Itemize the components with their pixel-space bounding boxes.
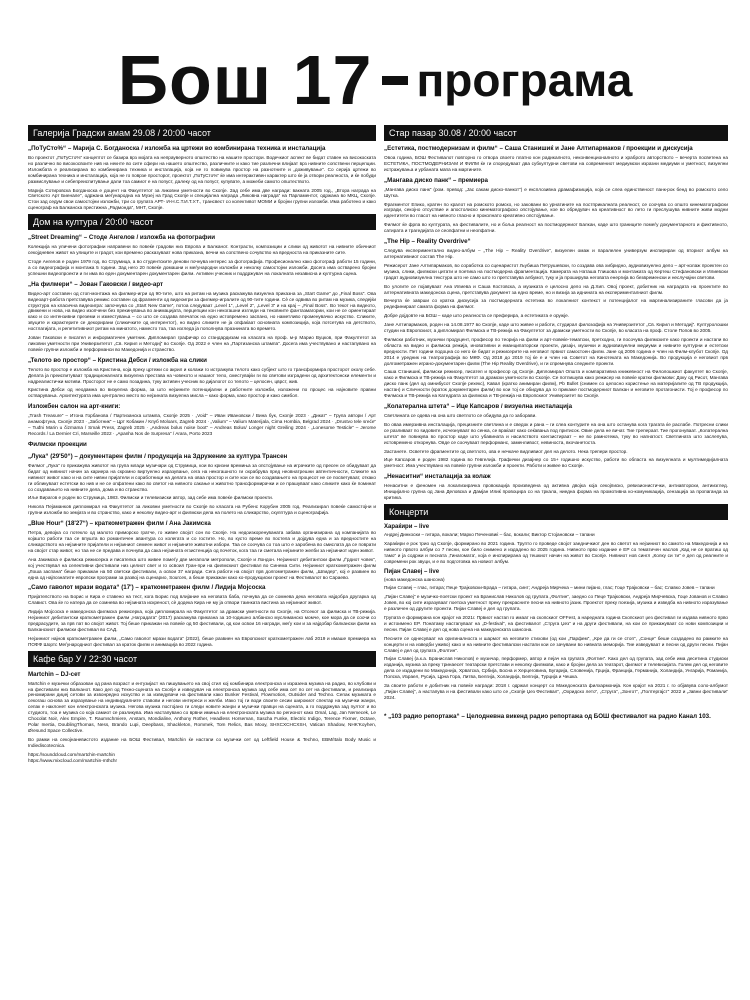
left-column xyxy=(28,122,376,984)
venue-header-old-bazaar: Стар пазар 30.08 / 20:00 часот xyxy=(384,125,728,141)
band-paragraph: Хараќири е рок трио од Скопје, формирано во 2021 година. Трупто го проведе својот заедничкиот ден во светот на нејзиниот во самото на Македонија и на нивното првото албум со 7 песни, кое било снимено и издадено во 2025 година. Нивното прво издание е EP со тематичен наслов „Кад не се вратиш од тамо“ и ја содржи и песната ‚Гинагомата‘, која е инспирирана од тешкиот начин на живот во Скопје. Нивниот нов сингл „Колку си ти“ е дел од реалните и современи рок звуци, и е во подготовка на новиот албум. xyxy=(384,540,728,564)
event-paragraph: Светлината се одева на она што светлото се обидува да го заборави. xyxy=(384,413,537,418)
event-title: „Blue Hour“ (18'27“) – краткометражен филм / Ана Јакимска xyxy=(28,520,211,528)
culture-house-events xyxy=(28,234,376,648)
event-paragraph: Јован Гаковски е писател и информатичен уметник. Дипломирал графичар со стандардизам на класата на проф. м-р Марио Вуцков, при Факултетот за ликовни уметности при Универзитетот „Св. Кирил и Методиј“ во Скопје. Од 2022 е член на „Партизанска штампа“. Досега има учествувано и настапувано на повеќе групни изложби и перформанси во Македонија и странство. xyxy=(28,335,376,352)
event-paragraph: Во улогите се појавуваат Ана Илиева и Саша Костовска, а музиката е целосно дело на Д.Хип. Овој проект, добитник на наградата на проектите во алтернативната македонска сцена, претставува документ за едно време, но и визија за иднината на експерименталниот филм. xyxy=(384,283,728,295)
link-mixcloud[interactable]: https://www.mixcloud.com/martchin-mthchr xyxy=(28,757,118,763)
event-paragraph: Фрагментот Епико, кратен по кралот на ромското ромско, но заковани во урнатините на постприкалната реалност, се соочува со општо кинематографски изгради, секојно отсуствие и апостолиско кинематографско опстојување, кое во обредувач на креативност во лето ги преслушува нивните живи модни идентитети во гласот на нивното гласно и проколнато креативно опстојување. xyxy=(384,201,728,219)
event-title: „Естетика, постмодернизам и филм“ – Саша Станишиќ и Јане Алтипармаков / проекции и дискусија xyxy=(384,145,693,152)
event-title: „Ненаситни“ инсталација за колаж xyxy=(384,473,491,481)
event-title: „Само гаволот мрази водата“ (17') – краткометражен филм / Лидија Мојсоска xyxy=(28,584,266,592)
event-paragraph: Кристина Дебси од неодамна во визуелна форма, за што нејзините потенцијални и работните изложби, изложени по процес на најновите правни остварувања. Архитектурата има централно место во нејзината визуелна мисла – како форма, како простор и како симбол. xyxy=(28,387,376,399)
event-title: Изложбен салон на арт-книги: xyxy=(28,403,121,411)
venue-header-gallery: Галерија Градски амам 29.08 / 20:00 часот xyxy=(28,125,376,141)
footnote: * „103 радио репортажа“ – Целодневна викенд радио репортажа од БОШ фестивалот на радио Канал 103. xyxy=(384,712,711,720)
title-dash xyxy=(382,76,408,85)
event-title: „Лука“ (29'50“) – документарен филм / продукција на Здружение за култура Трансен xyxy=(28,452,288,460)
event-paragraph: Овоа година, БОШ Фестивалот повторно го отвора своето платно кон радикалното, неконвенционалното и храброто авторството – вечерта посветена на ЕСТЕТИКА, ПОСТМОДЕРНИЗАМ И ФИЛМ ќе ги споредуваат два субкултурни светови на современиот медиумски изразни медиуми и уметност, визуелни истражувања и урбаната мапа на маргините. xyxy=(384,155,728,172)
band-paragraph: Пијан Славеј (а.к.а. Бранислав Николов) е музичар, перформер, автор и пејач на групата „Фолтин“. Како дел од групата, зад себе има десетина студиски изданија, музика за преку тринаесет театарски претстави и неколку филмови, како и бројни дела за театарот, филмот и телевизијата. Голем дел од неговите дела се издадени во Македонија, Хрватска, Србија, Босна и Херцеговина, Бугарија, Словенија, Грција, Франција, Германија, Холандија, Унгарија, Романија, Полска, Израел, Русија, Црна Гора, Литва, Белгија, Холандија, Белгија, Турција и Чешка. xyxy=(384,656,728,680)
event-note: Во рамки на секојнаневистото издание на БОШ Фестивал, Martchin ќе настапи со музички сет од Leftfield House & Techno, EBM/Italo Body Music и Indiedisсоtecnica. xyxy=(28,736,376,748)
event-title: Martchin – DJ-сет xyxy=(28,670,81,678)
event-paragraph: Петра, девојка со потекло од малото приморско гратче, го живее својот сон во Скопје. На недоизкоренуваната забава организирана од компанијата во којашто работи таа се впушта во романтичен авантура со колегата и со гостите. Но, во кусто време во постела и дојдува една и за вредностите на сликарството на нејзините пријатели и нејзиниот семеен живот и нејзините животни избори. Таа се соочува со тоа што е заробена во смислата да се поврати на својот стар живот, но таа не се предава и почнува да сака нејзината егзистенција од почеток, кога таа ги сметала нејзините желби за нејзиниот иден живот. xyxy=(28,530,376,553)
band-paragraph: Групата е формирана кон крајот на 2021г. Првиот настап го имаат на скопскиот OFFest, а наредната година Скопскиот џез фестивал ги издава нивното прво и истоимено EP. Понатаму настапуваат на „D-festival“, на фестивалот „Струга Џез“ и на други фестивали, на кои се прикажуваат со нови композиции и песни. Пијан Славеј е дел од нова сцена на македонската шансона. xyxy=(384,615,728,632)
event-description: Martchin е музички образован од рана возраст и ентузијаст на пишувањето на свој стил кој комбинира електронска и изразена музика на радио, во клубови и на фестивали низ Балканот. Како дел од Техно-сцената на Скопје и изведувач на електронска музика зад себе има сет по сет на фестивали, и реализира реномирани диџеј сетови за извонредно искуство и за изведувачи на фестивали како Bunker Festival, Flowmotion, Outsider and Techno. Сепак музиката е секогаш основа за изразување на индивидуалните ставови и негови интереси и желби. Иако тој ги води своите сесии широкиот спектар на музички жанри, сепак е наклонет кон електронската музика. Негова музика постојано ги следи новите жанри и музички правци на сцената, а го поддржува зад пултот и во студиото, тоа е музика со која самиот се разликува. Има настапувано со врвни имиња на електронската музика во регионот како Оmal, Lag, Jan Nemecek, Le Chocolat Noir, Alex Empire, T. Raumschmiere, Anstam, Mondialine, Anthony Rother, Headless Horseman, Sascha Funke, Electric Indigo, Terence Fixmer, Octave, Polar Inertia, DoublingThomas, Ness, Brando Lupi, Deepbass, Shackleton, Rommek, Tom Relics, Bas Mooy, SHXCXCHCXSH, Vatican Shadow, NHK'Koyhen, Øresund Space Collective. xyxy=(28,680,376,733)
event-paragraph: Иље Вирагов е роден во Струмица, 1983. Филмски и телевизиски автор, зад себе има повеќе филмски проекти. xyxy=(28,495,274,501)
old-bazaar-events xyxy=(384,145,728,501)
event-paragraph: Нејзиниот најнов краткометражен филм, „Само гаволот мрази водата“ (2022), беше развиен на Европскиот краткометражен лаб 2019 и имаше премиера на ПОФФ Шортс Меѓународниот фестивал за краток филм и анимација во 2022 година. xyxy=(28,635,376,647)
band-members: (нова македонска шансона) xyxy=(384,576,445,582)
event-title: „Street Dreaming“ – Стоде Ангелов / изложба на фотографии xyxy=(28,234,215,242)
event-title: „Колатерална штета“ – Ице Капсаров / визуелна инсталација xyxy=(384,403,573,410)
link-soundcloud[interactable]: https://soundcloud.com/martchin-martchin xyxy=(28,751,116,757)
event-bio: Марија Сотировска Богданоска е доцент на Факултетот за ликовни уметности во Скопје. Зад себе има две награди: вакната 2005 год., „Втора награда на Светското Арт Биенале“, одржана меѓународна на Музеј на Град Скопје и специјална награда „Ликовна награда“ на Парламентот, одржана во МКЦ, Скопје. Стои зад седум свои самостојни изложби, три со групата АРТ- И-Н.С.Т.И.Т.У.Т., трансвест со колективот МОМИ и бројни групни изложби. Има работено и како сценограф на Балканска престижна „Радмонда“, МНТ, Скопје. xyxy=(28,187,376,211)
venue-header-cafe: Кафе бар У / 22:30 часот xyxy=(28,651,376,667)
event-paragraph: Добре дојдовте на БОШ – каде што реалноста се преферира, а естетиката е оружје. xyxy=(384,313,569,319)
event-title: „На филмери“ – Јован Гаковски / видео-арт xyxy=(28,280,164,288)
band-name: Пијан Славеј – live xyxy=(384,568,440,575)
event-title: „Мангава диско панк“ – премиера xyxy=(384,176,488,184)
event-paragraph: Во оваа имерзивна инсталација, прецизните светлина и е сведок и рана – ги слеа контурите на она што останува кога трагата ќе раслабе. Потресни слики се разливаат по ѕидовите, исчезнуваат во сенка, се враќаат како сеќавања под притисок. Овие дела не вичат. Тие трепераат. Тие прогонуваат. „Колатерална штета“ ве повикува во простор каде што убавината и насилството коегзистираат – не во рамнотежа, туку во напнатост. Светлината што заслепува, истовремено откорнува. Овде се соочуваат перформанс, заменливост, невиноста, вкочанетоста. xyxy=(384,421,728,445)
event-paragraph: Видео-арт составен од стоп-монтажа на филмер-игри од 90-тите, што на ритам на музика раскажува визуелна приказна за „Start Game“ до „Final Boss“. Ова видеоарт-работа претставува ремикс составен од фрагменти од видеоигри за филмер-игралите од 90-тите години. Сè се одвива во ритам на музика, следејќи структура на класична видеоигра: започнува со „Start New Game“, потоа следуваат „Level 1“, „Level 2“, „Level 3“ и на крај – „Final Boss“. Во текот на видеото, движени и нова, на видео изопчени без прекинувања во анимацијата, перцепции кон некогашни изгледи на тековните фантазмагории, кои не се ориентираат како и со интензивни преземи и изместувања – со што се создава впечаток на едно истовремено заспано, но наметливо променувачко искуство. Сликите, звуците и карактерите се декорирани (сликичките од интерентот), но видео сликите не ја опфаќаат основната композиција, која потсетува на детството, ностлагијата, и репетитивниот ритам на минатото, наместо тоа, таа изгледа ја пополнува празнината во времето. xyxy=(28,290,376,332)
event-paragraph: Ице Капсаров е роден 1982 година во Гевгелија. Графички дизајнер со 15+ годишно искуство, работи во областа на визуелната и мултимедијалната уметност. Има учествувано на повеќе групни изложби и проекти. Работи и живее во Скопје. xyxy=(384,457,728,469)
event-paragraph: Пријателството на Борис и Кира е ставено на тест, кога Борис под влијание на неговата баба, почнува да се сомнева дека неговата најдобра другарка од Славист. Ова ќе го натера да се сомнева во нејзината искреност, сè додека Кира не му ја отвори таинката вистина за нејзиниот живот. xyxy=(28,594,376,606)
event-paragraph: Телото во простор е изложба на Кристина, која преку цртежи со акрил и колажи го истражува телото како субјект што го трансформира просторот околу себе. Делата ја преиспитуваат традиционалната визуелна престава на човекото и нашиот тело, сместувајќи ги во светови изградени од архитектонски елементи и надреалистички мотиви. Просторот не е само позадина, туку активен учесник во дијалогот со телото – целосен, цврст, жив. xyxy=(28,366,376,384)
event-paragraph: Режисерот Јане Алтипармаков, во соработка со сценаристот Љубиша Петрушевски, го создава ова хибридно, аудиовизуелно дело – арт-колаж проектен со музика, слики, филмски цитати и поетика на постмодерна фрагментација. Камерата на Наташа Глишова и монтажата од Кертеш Стефановски и Илиевски градат аудиовизуелна текстура што не само што го претставува албумот, туку и ја проширува неговата енергија во безвременски и неслучајни светови. xyxy=(384,262,728,280)
event-paragraph: Филмски работник, музички продуцент, професор по теорија на филм и арт-повеќе-тематски, претходно, ги посочува филмските како проекти и настапи во областа на видео и филмска режија, иновативни и еманципаторски проекти, дизајн, музички и аудиовизуелни медиуми и нивните културни и естетски вредности. Пет години подоцна со него ќе бидат и режисерите на неговиот првиот самостоен филм. Јане од 2006 година е член на Филм-клубот Скопје. Од 2014 е уредник на театрографија во МКФ. Од 2018 до 2019 тој ќе е и член на Советот на Кинотеката на Македонија. Во продукција е неговиот прв долгометражен играно-документарен филм (The Hip Reality Overdrive), и ги спремнува следните проекти. xyxy=(384,336,728,366)
event-title: „ПоТуСто%“ – Марија С. Богданоска / изложба на цртежи во комбинирана техника и инсталација xyxy=(28,145,326,152)
right-column xyxy=(384,122,728,984)
event-title: „The Hip – Reality Overdrive“ xyxy=(384,238,471,246)
event-paragraph: Јане Алтипармаков, роден на 14.08.1977 во Скопје, каде што живее и работи, студирал филозофија на Универзитетот „Св. Кирил и Методиј“. Културолошки студии на Европскиот, а дипломирал Филмска и ТВ-режија на Факултетот за драмски уметности во Скопје, во класата на проф. Столе Попов во 2005. xyxy=(384,322,728,334)
band-paragraph: За своите работи е добитник на повеќе награди: 2018 г. одржал концерт со Македонската филхармонија. Кон крајот на 2021 г. го објавува соло-албумот „Пијан Славеј“, а настапува и на фестивали како што се „Скопје Џез Фестивал“, „Охридско лето“, „Струга“, „Зонгот“, „Полтергајст“ 2022 и „Јавни фестивали“ 2024. xyxy=(384,683,728,700)
concert-list xyxy=(384,523,728,701)
event-paragraph: Филмот ќе фрла во културата, на фестивалите, но и боља реалност на постмодерниот Балкан, каде што границите помеѓу документарното и фиктивното, сатирата и трагедијата се сеопфатни и неопфатни. xyxy=(384,222,728,234)
event-description: Во проектот „ПоТуСто%“ концептот се базира врз мојата на непрауверното општество на нашите простори. Водечкиот аспект ве бидат ставен на високоската но различно во високосвоите нив на некнте во сите сфери на нашето општество, различните и како тие различни влијаат врз нивните сопствени перцепции. Изложбата е реализирана во комбинирана техника и инсталација, која не го повикува простор на разнотните и „доживување“. Со серија цртежи во комбинирана техника и инсталација, која не го поврзе просторот, проектот „ПоТуСто%“ ќе има интерактивен карактер што ќе ја отвори реалноста, и ќе побуди размислување и себепреиспитување дали тоа самиот е на попуст, далеку од на попуст, купувате, а можеби самото општеството. xyxy=(28,155,376,184)
event-paragraph: Саша Станишиќ, филмски режисер, писател и професор од Скопје. Дипломирал Општа и компаративна книжевност на Филолошкиот факултет во Скопје, како и Филмска и ТВ-режија на Факултетот за драмски уметности во Скопје. Се потпишува како режисер на повеќе кратки филмови: Доку од Рисот, Мангава диско панк (дел од омнибусот Скопје рехекс), Кавал (кратко анимиран филм), Рb Bullet (снимен со целосно користење на материјалите од ТВ продукција, настан) и Сличности (краток документарен филм) во кои тој се обидува да го прикаже постмодерниот Балкан и неговите протагонисти. Тој е професор по Филмска и ТВ-режија на Катедрата за филмска и ТВ-режија на Европскиот Универзитет во Скопје. xyxy=(384,369,728,399)
venue-header-culture-house: Дом на култура / 20:00 часот xyxy=(28,214,376,230)
band-name: Хараќири – live xyxy=(384,523,430,530)
band-paragraph: Пијан Славеј – глас, гитара; Пеце Трајковски-Брада – гитара, синт; Андреја Мирчека – мини пијано, глас; Гоце Трајковски – бас; Славко Јовев – тапани xyxy=(384,585,715,591)
band-members: Андреј Динкоски – гитара, вокали; Марко Печеновиќ – бас, вокали; Виктор Стојановски – тапани xyxy=(384,531,595,537)
event-paragraph: Колекција на уличени фотографии направени во повеќе градови низ Европа и Балканот. Контрасти, композиции и слики од животот на нивните обичниот секојдневен живот на улиците и градот, кои времено расказуваат нова приказна, вечни на сопствено сочувство на вредноста на приказните сите. xyxy=(28,244,376,256)
event-paragraph: „Trash Treasure“ – Итона Горбанова / Партизанска штампа, Скопје 2025 · „Void“ – Иван Ивановски / Вина бук, Скопје 2023 · „Дикат“ – Група автори / Арт анамофтуна, Скопје 2023 · „Заботник“ – Црт Кобакин / Клуб Moloars, Zagreb 2024 · „Valium“ – Valium Materijala, Cima Hombia, Belgrad 2024 · „Drustvo tele sreće“ – Tuđni Marin u čizmama / Smak Press, Zagreb 2025 · „Andreas bolus noise boot“ – Andreas Bolus/ Longer night Greiling 2024 · „Lonesome Testicle“ – Jerome Records / La Dernier Cri, Marseille 2022 · „Apanha Nos de Surpresa“ / Arara, Porto 2023 xyxy=(28,413,376,436)
event-paragraph: Лидија Мојсоска е македонска филмска режисерка, која дипломирала на Факултетот за драмски уметности во Скопје, на Отсекот за филмска и ТВ-режија. Нејзиниот дебитантски краткометражен филм „Наградата“ (2017) раскажува приказна за 10-годишно албанско муслиманско момче, кое мора да се соочи со предрасудите, за прв пат во својот живот. Тој беше прикажан на повеќе од 50 фестивали, од кои освои 16 награди, меѓу кои и за најдобар балкански филм на Балканскиот филмски фестивал во САД. xyxy=(28,609,376,632)
program-title xyxy=(0,40,750,120)
event-title: „Телото во простор“ – Кристина Дебси / изложба на слики xyxy=(28,356,207,364)
event-paragraph: „Мангава диско панк“ (ром. превод: „Јас сакам диско-панкот“) е експлозивна драмафизиција, која се слеа единственост панк-рок бенд во ромското село Шутка. xyxy=(384,186,728,198)
event-paragraph: Следува експериментално видео-албум – „The Hip – Reality Overdrive“, визуелен омаж и паралелен универзум инспириран од вториот албум на алтернативниот состав The Hip. xyxy=(384,248,728,259)
event-paragraph: Стоде Ангелов е роден 1979 год. во Струмица, а во студентските денови почнува интерес за фотографија. Професионално како фотограф работи 15 години, а со видеографија и монтажа 5 години. Зад него 20 повеќе домашни и меѓународни изложби и неколку самостојни изложби. Досега има остварено бројни успешни видеопроекти и ги има во еден документарен документарен филм. Активен учесник и поддржувач на локалната независна и културна сцена. xyxy=(28,258,376,276)
event-paragraph: Застанете. Осветете фрагментите од светлото, ова е нечкаче видливиот дел на делото. Нека трепери простор. xyxy=(384,448,628,454)
event-paragraph: Филмот „Лука“ го прикажува животот на група млади музичари од Струмица, кои во кризни времиња за опстојување на играчките од пресен се обидуваат да бидат од нивниот начин за кариера на скромно виртуелно изразување, сега на некогашното ги охрабрува пред неовнатрешни автентичности, Сликите на нивниот живот како и на сите нивни пријатели и соработници на делата на оваа простор и сите кои се во создавањето на процесот не се посветуваат, откако ги обликуваат естетски во нив и не се опфатени како во светот на нивното сакање и животно трансформирачки и се прашуваат како сликите како ќе поминат со создавањето на нивните дела, дома и во странство. xyxy=(28,462,376,492)
band-paragraph: Песните се однесуваат на оригиналноста и шармот на неговите стихови (од кои „Парфем“, „Кре да ги се стоп“, „Сонце“ беше создадено во рамките на концерти и на изведби уживо) како и на нивните фестивалски настапи кои се зачувани во нивната меморија. Тие изведуваат и песни од други песни. Пијан Славеј е дел од групата „Фолтин“. xyxy=(384,635,728,653)
event-paragraph: Вечерта ќе заврши со кратка дискусија за постмодерната естетика во локалниот контекст и потенцијалот на маргинализираните гласови да ја редефинираат самата форма на филмот. xyxy=(384,298,728,310)
band-paragraph: „Пијан Славеј“ е музичко-поетски проект на Бранислав Николов од групата „Фолтин“, заедно со Пеце Трајковски, Андреја Мирчевска, Гоце Јованов и Славко Јовев, во кој сите изразуваат поетска уметност преку прекрасните песни на нивното јазик. Проектот преку поезија, музика и изведба на нивното изразување е различен од другите проекти. Пијан Славеј е дел од групата. xyxy=(384,594,728,612)
venue-header-concerts: Концерти xyxy=(384,504,728,520)
event-title: Филмски проекции xyxy=(28,440,87,448)
event-paragraph: Ана Јакимска е филмска режисерка и писателка што живее помеѓу две мегаполи метрополи, Скопје и Лондон. Нејзиниот дебитантски филм „Ѓрдиот човек“, кој учествувал на селективни фестивали низ целиот свет и го освоил Гран-при на филмскиот фестивал во Синема Сити. Нејзиниот краткометражен филм „Лоша заспана“ беше прикажан на 50 светски фестивали, а освои 37 награди. Сега работи на својот прв долгометражен филм, „Шпидер“, кој е развиен во една од најпознатите европски програми за развој на сценарио, Sources, а беше прикажан како ко-продукциски проект на Фестивалот во Сараево. xyxy=(28,556,376,580)
title-sub: програма xyxy=(416,54,633,106)
event-paragraph: Никола Пејаманков дипломирал на Факултетот за ликовни уметности во Скопје во класата на Рубенс Корубин 2005 год. Реализирал повеќе самостојни и групни изложби во земјата и во странство, како и неколку видео-арт и филмски дела на полето на сликарство, скулптура и сценографија. xyxy=(28,504,376,516)
event-paragraph: Ненаситни е феномен на локализирачка провокација произведена од активна двојка која секојписко, ревизионистички, антиавторски, антиизглед. Иницијално групна од Јана Деловска и Дамјан Илиќ провоцира со на тркала, ниедна форма на промотивна ко-комуникација, сензација за пропаганда за критика. xyxy=(384,483,728,501)
title-main: Бош 17 xyxy=(117,41,373,119)
